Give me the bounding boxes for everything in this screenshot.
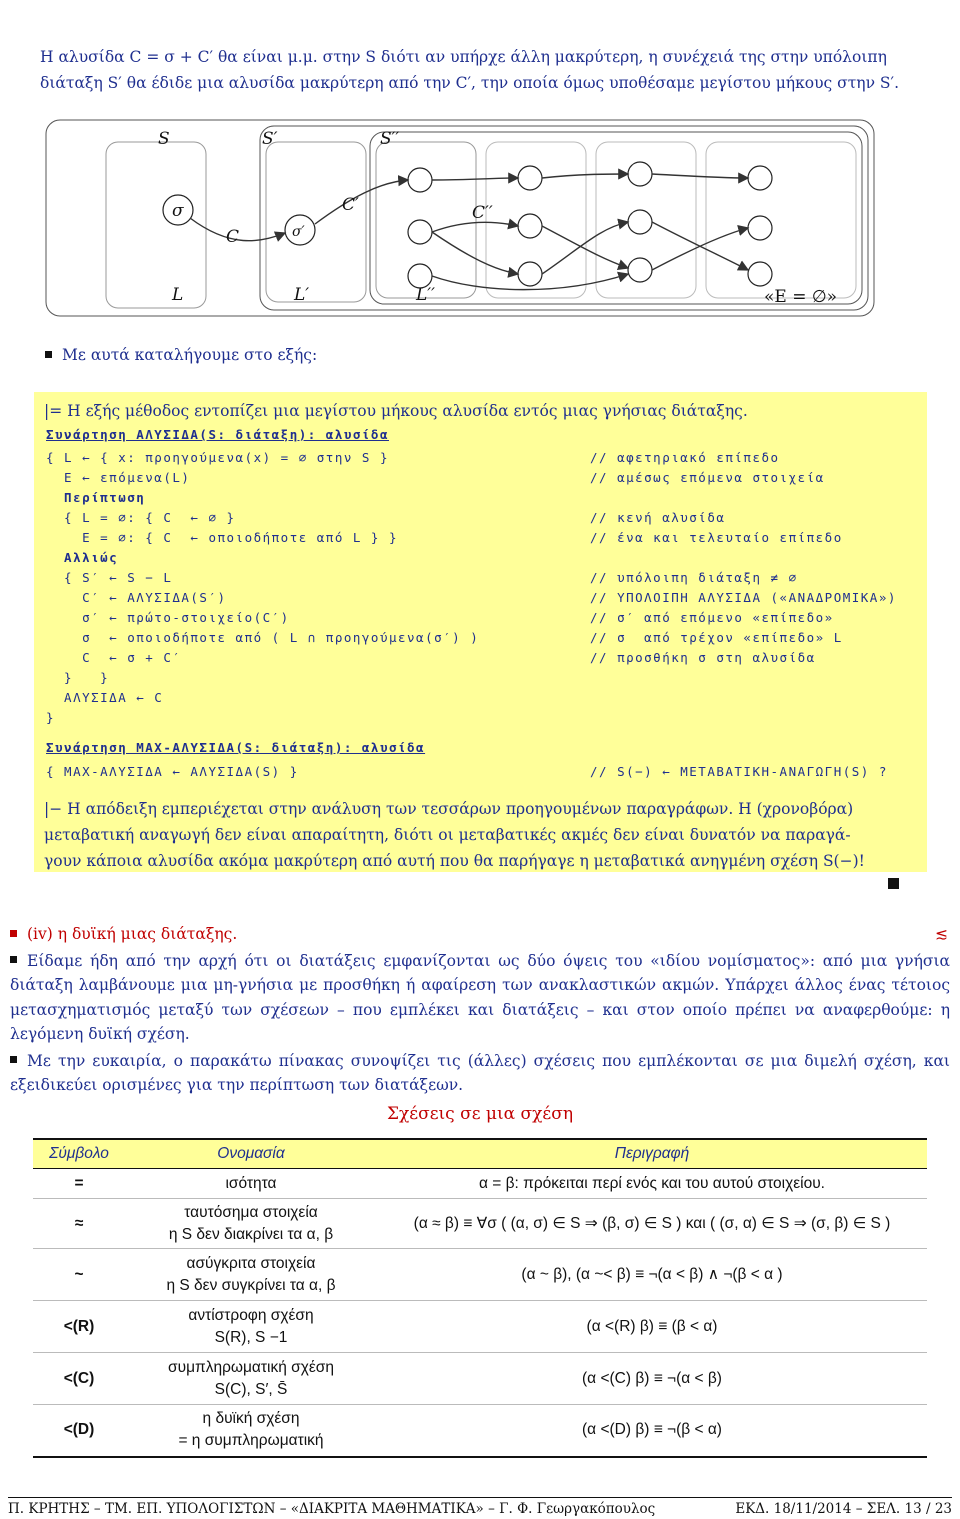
code-line: ΑΛΥΣΙΔΑ ← C [46,690,164,705]
function-signature-max-alysida: Συνάρτηση ΜΑΧ-ΑΛΥΣΙΔΑ(S: διάταξη): αλυσίδα [46,740,426,755]
label-E-empty: «E = ∅» [764,287,838,307]
level-L [106,142,206,308]
section-title: (iv) η δυϊκή μιας διάταξης. [27,925,238,943]
label-C: C [226,227,240,247]
code-comment: // σ′ από επόμενο «επίπεδο» [590,610,834,625]
label-C-prime: C′ [342,195,359,215]
name-cell: ταυτόσημα στοιχεία η S δεν διακρίνει τα α, β [125,1199,377,1249]
table-row [33,1301,927,1353]
proof-paragraph [44,796,919,874]
conclude-bullet [45,346,317,364]
level-L-prime [266,142,366,302]
table-row [33,1199,927,1249]
label-L-double-prime: L′′ [416,285,436,305]
section-dual-order [10,922,950,1098]
symbol-cell: <(R) [33,1301,125,1353]
nodes [163,162,772,288]
intro-line-2: διάταξη S′ θα έδιδε μια αλυσίδα μακρύτερη από την C′, την οποία όμως υποθέσαμε μεγίστου μήκους στην S′. [40,74,899,92]
label-sigma: σ [172,201,184,221]
code-line: E ← επόμενα(L) [46,470,191,485]
table-row [33,1405,927,1457]
code-line: { S′ ← S − L [46,570,173,585]
code-line: Αλλιώς [46,550,119,565]
bullet-icon [45,351,52,358]
code-line: σ′ ← πρώτο-στοιχείο(C′) [46,610,290,625]
code-line: } } [46,670,110,685]
label-S-prime: S′ [262,129,278,149]
name-cell: αντίστροφη σχέση S(R), S −1 [125,1301,377,1353]
page-footer [8,1497,952,1517]
set-S-prime [260,126,868,310]
code-comment: // προσθήκη σ στη αλυσίδα [590,650,816,665]
code-comment: // ένα και τελευταίο επίπεδο [590,530,843,545]
bullet-icon [10,956,17,963]
symbol-cell: <(C) [33,1353,125,1405]
label-sigma-prime: σ′ [292,224,305,240]
description-cell: (α <(R) β) ≡ (β < α) [377,1301,927,1353]
description-cell: (α <(C) β) ≡ ¬(α < β) [377,1353,927,1405]
edges [190,174,748,290]
symbol-cell: = [33,1169,125,1199]
name-cell: η δυϊκή σχέση = η συμπληρωματική [125,1405,377,1457]
qed-icon [888,878,899,889]
code-line: } [46,710,56,725]
code-comment: // ΥΠΟΛΟΙΠΗ ΑΛΥΣΙΔΑ («ΑΝΑΔΡΟΜΙΚΑ») [590,590,897,605]
symbol-cell: <(D) [33,1405,125,1457]
proof-symbol: |− [44,800,63,818]
level-last [706,142,856,298]
code-line: C ← σ + C′ [46,650,182,665]
code-line: E = ∅: { C ← οποιοδήποτε από L } } [46,530,398,545]
label-S-double-prime: S′′ [380,129,400,149]
code-comment: // S(−) ← ΜΕΤΑΒΑΤΙΚΗ-ΑΝΑΓΩΓΗ(S) ? [590,764,888,779]
table-row [33,1169,927,1199]
conclude-text: Με αυτά καταλήγουμε στο εξής: [62,346,318,364]
header-name: Ονομασία [125,1139,377,1169]
code-line: { ΜΑΧ-ΑΛΥΣΙΔΑ ← ΑΛΥΣΙΔΑ(S) } [46,764,299,779]
bullet-icon [10,930,17,937]
code-comment: // υπόλοιπη διάταξη ≠ ∅ [590,570,798,585]
name-cell: ισότητα [125,1169,377,1199]
description-cell: α = β: πρόκειται περί ενός και του αυτού στοιχείου. [377,1169,927,1199]
code-comment: // κενή αλυσίδα [590,510,726,525]
section-paragraph-2: Με την ευκαιρία, ο παρακάτω πίνακας συνοψίζει τις (άλλες) σχέσεις που εμπλέκονται σε μια διμελή σχέση, και εξειδικεύει ορισμένες για την περίπτωση των διατάξεων. [10,1051,950,1094]
code-line: Περίπτωση [46,490,146,505]
code-comment: // αφετηριακό επίπεδο [590,450,780,465]
proof-line-2: μεταβατική αναγωγή δεν είναι απαραίτητη, διότι οι μεταβατικές ακμές δεν είναι δυνατόν να παραγά- [44,826,851,844]
models-symbol: |= [44,402,63,420]
algorithm-box [34,392,927,872]
code-comment: // σ από τρέχον «επίπεδο» L [590,630,843,645]
code-line: σ ← οποιοδήποτε από ( L ∩ προηγούμενα(σ′) ) [46,630,480,645]
symbol-cell: ≈ [33,1199,125,1249]
proof-line-3: γουν κάποια αλυσίδα ακόμα μακρύτερη από αυτή που θα παρήγαγε η μεταβατικά ανηγμένη σχέση S(−)! [44,852,865,870]
intro-line-1: Η αλυσίδα C = σ + C′ θα είναι μ.μ. στην S διότι αν υπήρχε άλλη μακρύτερη, η συνέχειά της στην υπόλοιπη [40,48,887,66]
table-row [33,1353,927,1405]
section-paragraph-1: Είδαμε ήδη από την αρχή ότι οι διατάξεις εμφανίζονται ως δύο όψεις του «ιδίου νομίσματος»: από μια γνήσια διάταξη λαμβάνουμε μια μη-γνήσια με προσθήκη ή αφαίρεση των ανακλαστικών ακμών. Υπάρχει άλλος ένας τέτοιος μετασχηματισμός μεταξύ των σχέσεων – που εμπλέκει και διατάξεις – και στον οποίο πρέπει να αναφερθούμε: η λεγόμενη δυϊκή σχέση. [10,951,950,1043]
function-signature-alysida: Συνάρτηση ΑΛΥΣΙΔΑ(S: διάταξη): αλυσίδα [46,427,389,442]
proof-line-1: Η απόδειξη εμπεριέχεται στην ανάλυση των τεσσάρων προηγουμένων παραγράφων. Η (χρονοβόρα) [67,800,854,818]
algorithm-header [44,402,748,420]
code-line: { L = ∅: { C ← ∅ } [46,510,236,525]
chain-diagram [40,118,880,318]
bullet-icon [10,1056,17,1063]
label-L-prime: L′ [294,285,310,305]
code-line: { L ← { x: προηγούμενα(x) = ∅ στην S } [46,450,389,465]
footer-right: ΕΚΔ. 18/11/2014 – ΣΕΛ. 13 / 23 [735,1501,952,1517]
name-cell: ασύγκριτα στοιχεία η S δεν συγκρίνει τα α, β [125,1249,377,1301]
header-description: Περιγραφή [377,1139,927,1169]
description-cell: (α <(D) β) ≡ ¬(β < α) [377,1405,927,1457]
code-block-alysida [34,448,927,738]
table-row [33,1249,927,1301]
description-cell: (α ≈ β) ≡ ∀σ ( (α, σ) ∈ S ⇒ (β, σ) ∈ S ) και ( (σ, α) ∈ S ⇒ (σ, β) ∈ S ) [377,1199,927,1249]
code-block-max-alysida [34,762,927,782]
footer-left: Π. ΚΡΗΤΗΣ – ΤΜ. ΕΠ. ΥΠΟΛΟΓΙΣΤΩΝ – «ΔΙΑΚΡΙΤΑ ΜΑΘΗΜΑΤΙΚΑ» – Γ. Φ. Γεωργακόπουλος [8,1501,656,1517]
description-cell: (α ~ β), (α ~< β) ≡ ¬(α < β) ∧ ¬(β < α ) [377,1249,927,1301]
code-line: C′ ← ΑΛΥΣΙΔΑ(S′) [46,590,227,605]
intro-paragraph [40,44,920,96]
name-cell: συμπληρωματική σχέση S(C), S′, S̄ [125,1353,377,1405]
algorithm-header-text: Η εξής μέθοδος εντοπίζει μια μεγίστου μήκους αλυσίδα εντός μιας γνήσιας διάταξης. [67,402,748,420]
symbol-cell: ~ [33,1249,125,1301]
table-title: Σχέσεις σε μια σχέση [386,1104,574,1124]
order-marker: ≲ [935,925,948,943]
relations-table [33,1138,927,1458]
header-symbol: Σύμβολο [33,1139,125,1169]
label-L: L [172,285,184,305]
table-header-row [33,1139,927,1169]
label-C-double-prime: C′′ [472,203,493,223]
code-comment: // αμέσως επόμενα στοιχεία [590,470,825,485]
label-S: S [158,129,170,149]
